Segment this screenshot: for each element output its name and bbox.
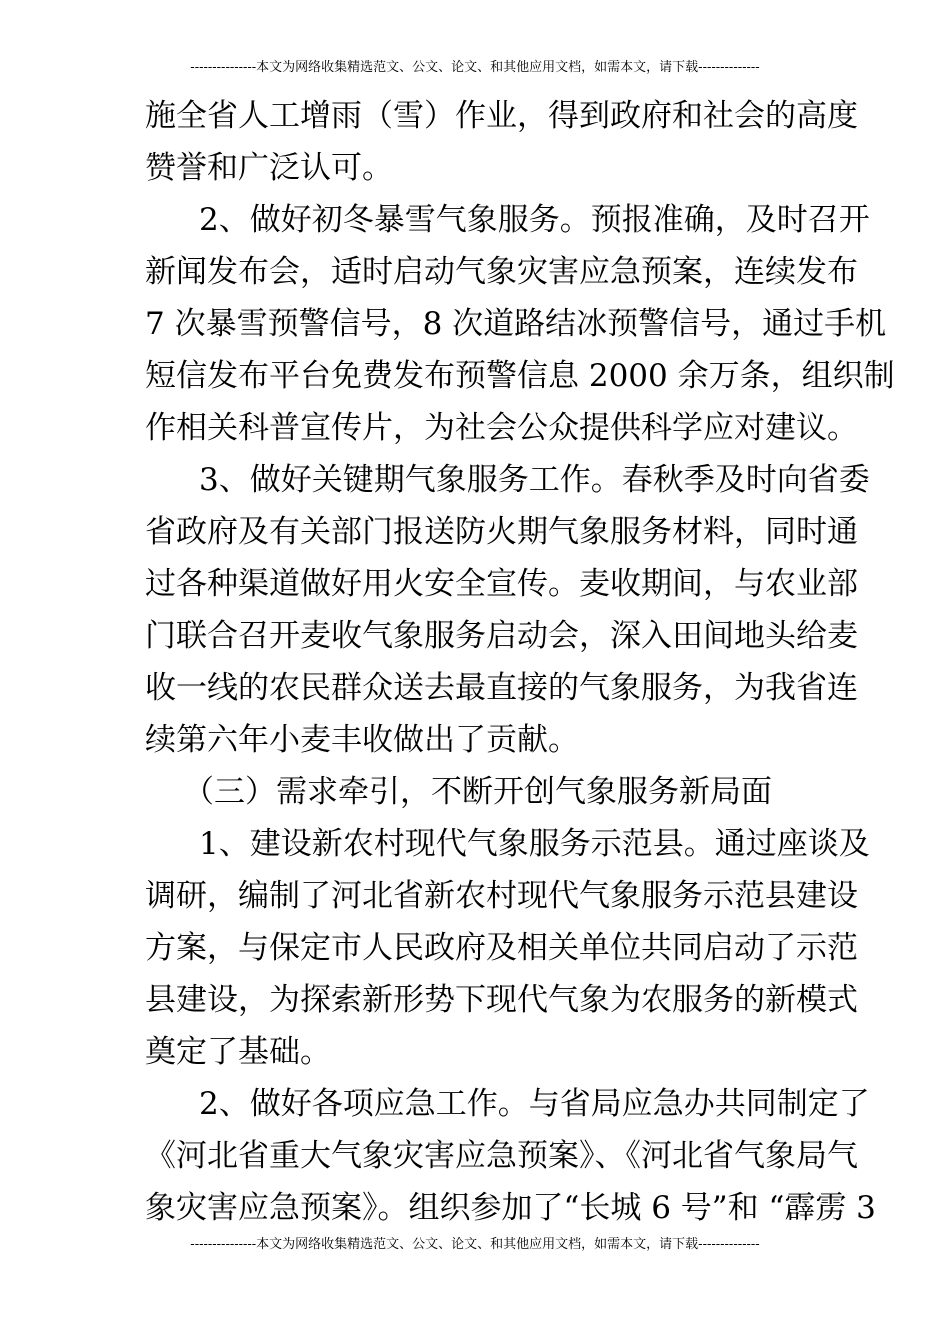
- paragraph-line: 方案，与保定市人民政府及相关单位共同启动了示范: [145, 930, 858, 966]
- paragraph-line: 《河北省重大气象灾害应急预案》、《河北省气象局气: [145, 1138, 858, 1174]
- paragraph-line: 奠定了基础。: [145, 1034, 331, 1070]
- paragraph-line: 过各种渠道做好用火安全宣传。麦收期间，与农业部: [145, 566, 858, 602]
- paragraph-line: 短信发布平台免费发布预警信息 2000 余万条，组织制: [145, 358, 895, 394]
- page-footer-banner: ---------------本文为网络收集精选范文、公文、论文、和其他应用文档，如需本文，请下载--------------: [190, 1237, 760, 1252]
- paragraph-line: 2、做好各项应急工作。与省局应急办共同制定了: [199, 1086, 870, 1122]
- paragraph-line: 县建设，为探索新形势下现代气象为农服务的新模式: [145, 982, 858, 1018]
- paragraph-line: 2、做好初冬暴雪气象服务。预报准确，及时召开: [199, 202, 870, 238]
- page-header-banner: ---------------本文为网络收集精选范文、公文、论文、和其他应用文档，如需本文，请下载--------------: [190, 60, 760, 75]
- paragraph-line: 赞誉和广泛认可。: [145, 150, 393, 186]
- paragraph-line: 7 次暴雪预警信号，8 次道路结冰预警信号，通过手机: [145, 306, 887, 342]
- section-heading: （三）需求牵引，不断开创气象服务新局面: [183, 774, 772, 810]
- paragraph-line: 续第六年小麦丰收做出了贡献。: [145, 722, 579, 758]
- paragraph-line: 施全省人工增雨（雪）作业，得到政府和社会的高度: [145, 98, 858, 134]
- paragraph-line: 门联合召开麦收气象服务启动会，深入田间地头给麦: [145, 618, 858, 654]
- paragraph-line: 省政府及有关部门报送防火期气象服务材料，同时通: [145, 514, 858, 550]
- document-body: [145, 90, 895, 1234]
- paragraph-line: 调研，编制了河北省新农村现代气象服务示范县建设: [145, 878, 858, 914]
- paragraph-line: 收一线的农民群众送去最直接的气象服务，为我省连: [145, 670, 858, 706]
- paragraph-line: 1、建设新农村现代气象服务示范县。通过座谈及: [199, 826, 870, 862]
- paragraph-line: 象灾害应急预案》。组织参加了“长城 6 号”和 “霹雳 3: [145, 1190, 876, 1226]
- paragraph-line: 作相关科普宣传片，为社会公众提供科学应对建议。: [145, 410, 858, 446]
- paragraph-line: 新闻发布会，适时启动气象灾害应急预案，连续发布: [145, 254, 858, 290]
- paragraph-line: 3、做好关键期气象服务工作。春秋季及时向省委: [199, 462, 870, 498]
